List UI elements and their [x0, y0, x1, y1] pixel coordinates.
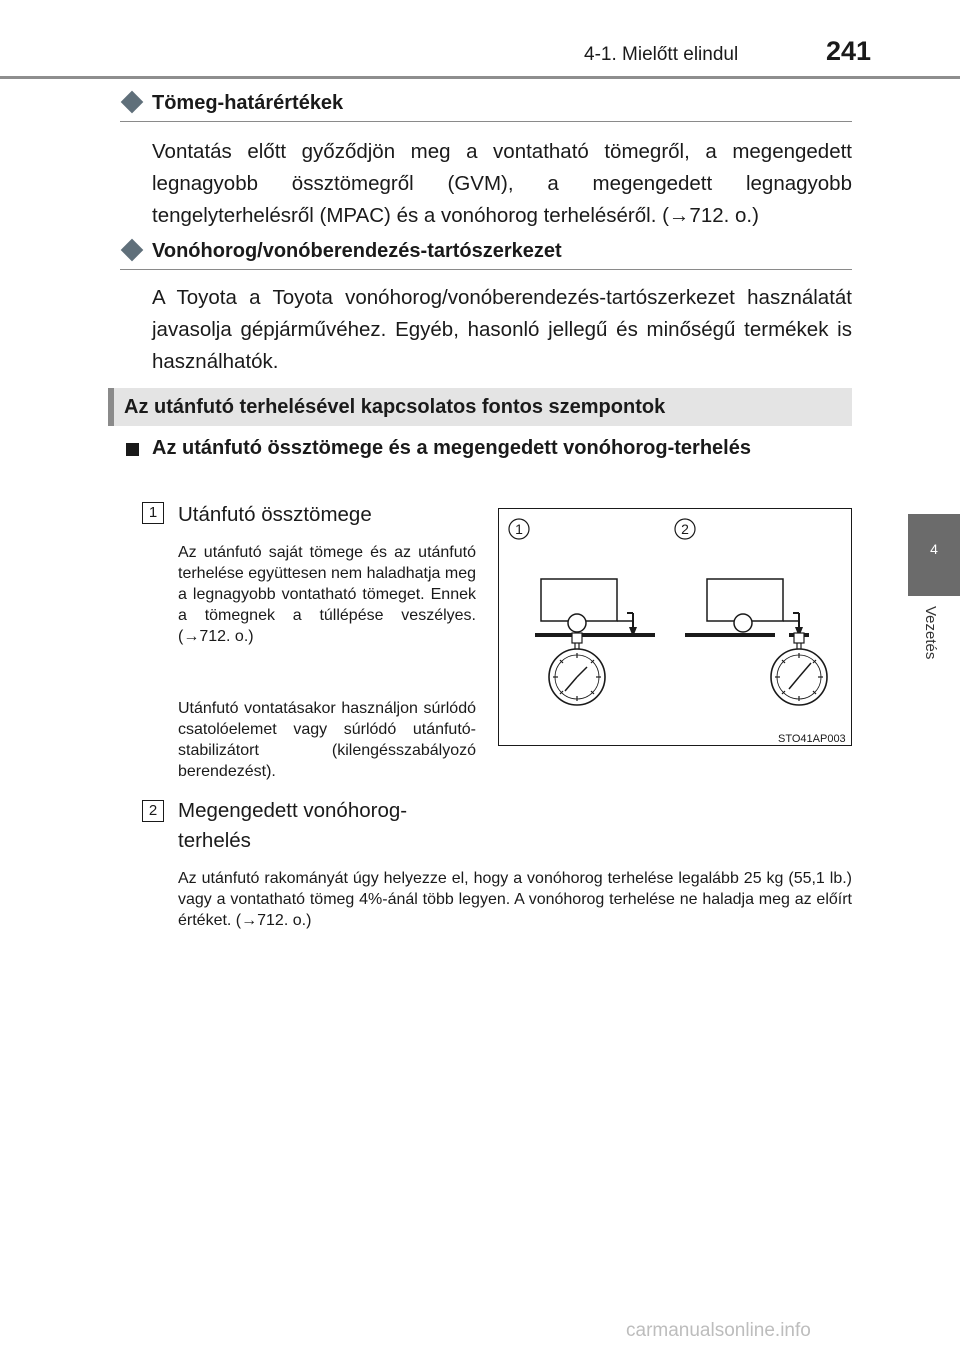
subsection-heading: Az utánfutó össztömege és a megengedett vonóhorog-terhelés: [152, 437, 751, 459]
item-number-1: 1: [142, 502, 164, 524]
section-band-title: Az utánfutó terhelésével kapcsolatos fontos szempontok: [124, 396, 666, 418]
watermark: carmanualsonline.info: [626, 1320, 811, 1341]
figure-label-1: 1: [515, 521, 523, 537]
item-number-2: 2: [142, 800, 164, 822]
weight-limits-paragraph: Vontatás előtt győződjön meg a vontatható tömegről, a megengedett legnagyobb össztömegről (GVM), a megengedett legnagyobb tengelyterhelésről (MPAC) és a vonóhorog terheléséről. (→712. o.): [152, 140, 852, 227]
heading-rule: [120, 121, 852, 122]
trailer-tongue-weight-icon: [685, 579, 809, 649]
item-1-title: Utánfutó össztömege: [178, 503, 372, 526]
hitch-heading: Vonóhorog/vonóberendezés-tartószerkezet: [152, 240, 562, 262]
trailer-gross-weight-icon: [535, 579, 655, 649]
trailer-weight-figure: [498, 508, 852, 746]
item-2-text: Az utánfutó rakományát úgy helyezze el, hogy a vonóhorog terhelése legalább 25 kg (55,1 lb.) vagy a vontatható tömeg 4%-ánál több legyen. A vonóhorog terhelése ne haladja meg az előírt értéket. (→712. o.): [178, 870, 852, 929]
header-divider: [0, 76, 960, 79]
chapter-tab-label: Vezetés: [922, 606, 939, 660]
diamond-bullet-icon: [121, 91, 144, 114]
diamond-bullet-icon: [121, 239, 144, 262]
trailer-scale-illustration: [499, 509, 851, 745]
scale-gauge-2-icon: [771, 649, 827, 705]
item-1-text-2: Utánfutó vontatásakor használjon súrlódó csatolóelemet vagy súrlódó utánfutó-stabilizátort (kilengésszabályozó berendezést).: [178, 700, 476, 780]
item-2-title-line-2: terhelés: [178, 829, 251, 852]
hitch-paragraph: A Toyota a Toyota vonóhorog/vonóberendezés-tartószerkezet használatát javasolja gépjárművéhez. Egyéb, hasonló jellegű és minőségű termékek is használhatók.: [152, 286, 852, 373]
item-2-title-line-1: Megengedett vonóhorog-: [178, 799, 408, 822]
figure-code: STO41AP003: [778, 733, 846, 745]
weight-limits-heading: Tömeg-határértékek: [152, 92, 344, 114]
item-1-text-1: Az utánfutó saját tömege és az utánfutó terhelése együttesen nem haladhatja meg a legnagyobb vontatható tömeget. Ennek a tömegnek a túllépése veszélyes. (→712. o.): [178, 544, 476, 645]
figure-label-2: 2: [681, 521, 689, 537]
chapter-tab-number: 4: [930, 541, 938, 557]
square-bullet-icon: [126, 443, 139, 456]
heading-rule: [120, 269, 852, 270]
scale-gauge-1-icon: [549, 649, 605, 705]
header-section-title: 4-1. Mielőtt elindul: [584, 44, 739, 65]
page-number: 241: [826, 36, 872, 66]
